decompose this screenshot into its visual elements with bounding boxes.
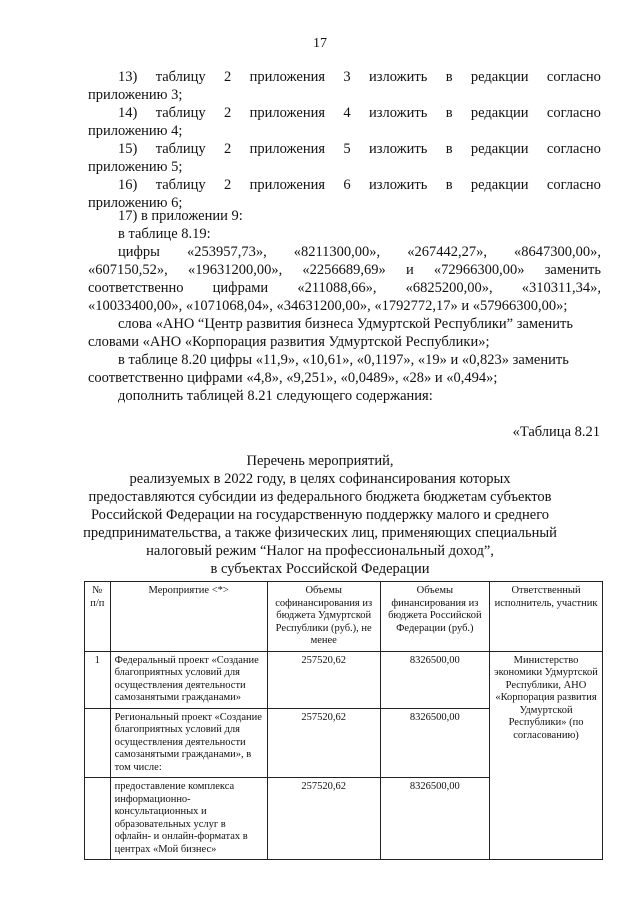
item-word: в [445, 141, 453, 157]
item-continuation: приложению 6; [88, 195, 183, 211]
item-word: согласно [546, 141, 601, 157]
figure-token: «253957,73», [186, 244, 267, 260]
item-continuation: приложению 5; [88, 159, 183, 175]
item-word: изложить [368, 69, 428, 85]
cell-num [85, 708, 111, 778]
table-8-19-label: в таблице 8.19: [118, 226, 211, 242]
item-word: приложения [249, 141, 326, 157]
heading-line: налоговый режим “Налог на профессиональный доход”, [146, 543, 494, 559]
item-word: изложить [368, 105, 428, 121]
cell-event: Региональный проект «Создание благоприятных условий для осуществления деятельности самозанятыми гражданами», в том числе: [110, 708, 267, 778]
header-fed: Объемы финансирования из бюджета Российской Федерации (руб.) [380, 582, 489, 652]
figure-token: «211088,66», [297, 280, 377, 296]
table-8-20-line-1: в таблице 8.20 цифры «11,9», «10,61», «0,1197», «19» и «0,823» заменить [118, 352, 569, 368]
item-word: приложения [249, 177, 326, 193]
figure-token: «72966300,00» [433, 262, 525, 278]
item-word: 13) [118, 69, 138, 85]
measures-table [84, 581, 603, 860]
item-line [118, 68, 601, 86]
table-header-row [85, 582, 603, 652]
item-word: согласно [546, 105, 601, 121]
heading-line: предоставляются субсидии из федерального бюджета бюджетам субъектов [88, 489, 552, 505]
item-word: 2 [224, 105, 232, 121]
cell-event: Федеральный проект «Создание благоприятных условий для осуществления деятельности самозанятыми гражданами» [110, 651, 267, 708]
item-word: 2 [224, 177, 232, 193]
words-para-line-2: словами «АНО «Корпорация развития Удмуртской Республики»; [88, 334, 490, 350]
table-heading [60, 452, 580, 578]
item-word: 2 [224, 69, 232, 85]
item-word: таблицу [155, 105, 206, 121]
cell-fed: 8326500,00 [380, 651, 489, 708]
figure-token: и [405, 262, 414, 278]
item-word: в [445, 69, 453, 85]
item-word: 4 [343, 105, 351, 121]
item-word: 15) [118, 141, 138, 157]
figure-token: соответственно [88, 280, 184, 296]
cell-fed: 8326500,00 [380, 778, 489, 860]
item-word: 6 [343, 177, 351, 193]
item-word: редакции [470, 177, 529, 193]
cell-fed: 8326500,00 [380, 708, 489, 778]
heading-line: предпринимательства, а также физических лиц, применяющих специальный [83, 525, 557, 541]
figures-line-4: «10033400,00», «1071068,04», «34631200,00», «1792772,17» и «57966300,00»; [88, 298, 568, 314]
figures-line-3 [88, 279, 601, 297]
item-word: изложить [368, 177, 428, 193]
cell-udm: 257520,62 [267, 778, 380, 860]
item-word: 14) [118, 105, 138, 121]
figure-token: «267442,27», [407, 244, 487, 260]
heading-line: реализуемых в 2022 году, в целях софинансирования которых [129, 471, 511, 487]
header-resp: Ответственный исполнитель, участник [490, 582, 603, 652]
figure-token: «8647300,00», [513, 244, 601, 260]
figure-token: «310311,34», [521, 280, 601, 296]
item-word: редакции [470, 69, 529, 85]
item-word: изложить [368, 141, 428, 157]
table-caption: «Таблица 8.21 [512, 424, 600, 440]
item-word: редакции [470, 141, 529, 157]
item-word: 3 [343, 69, 351, 85]
heading-line: в субъектах Российской Федерации [210, 561, 430, 577]
figure-token: «6825200,00», [405, 280, 493, 296]
figure-token: «19631200,00», [187, 262, 283, 278]
figures-line-1 [118, 243, 601, 261]
figure-token: «8211300,00», [293, 244, 381, 260]
page-number: 17 [313, 36, 327, 51]
figure-token: цифры [118, 244, 160, 260]
figure-token: цифрами [212, 280, 269, 296]
cell-num: 1 [85, 651, 111, 708]
item-word: приложения [249, 105, 326, 121]
item-word: 16) [118, 177, 138, 193]
figures-line-2 [88, 261, 601, 279]
item-word: таблицу [155, 69, 206, 85]
cell-responsible: Министерство экономики Удмуртской Республики, АНО «Корпорация развития Удмуртской Республики» (по согласованию) [490, 651, 603, 860]
item-word: таблицу [155, 177, 206, 193]
item-line [118, 140, 601, 158]
item-word: приложения [249, 69, 326, 85]
header-num: № п/п [85, 582, 111, 652]
figure-token: заменить [544, 262, 601, 278]
words-para-line-1: слова «АНО “Центр развития бизнеса Удмуртской Республики” заменить [118, 316, 573, 332]
cell-udm: 257520,62 [267, 651, 380, 708]
cell-num [85, 778, 111, 860]
header-event: Мероприятие <*> [110, 582, 267, 652]
item-word: в [445, 105, 453, 121]
figure-token: «2256689,69» [302, 262, 386, 278]
table-8-20-line-2: соответственно цифрами «4,8», «9,251», «0,0489», «28» и «0,494»; [88, 370, 498, 386]
item-word: редакции [470, 105, 529, 121]
item-word: в [445, 177, 453, 193]
item-line [118, 176, 601, 194]
figure-token: «607150,52», [88, 262, 168, 278]
item-word: согласно [546, 177, 601, 193]
item-word: согласно [546, 69, 601, 85]
item-continuation: приложению 4; [88, 123, 183, 139]
item-line [118, 104, 601, 122]
item-continuation: приложению 3; [88, 87, 183, 103]
heading-line: Перечень мероприятий, [246, 453, 394, 469]
item-word: 5 [343, 141, 351, 157]
add-table-line: дополнить таблицей 8.21 следующего содержания: [118, 388, 433, 404]
cell-udm: 257520,62 [267, 708, 380, 778]
cell-event: предоставление комплекса информационно-консультационных и образовательных услуг в офлайн- и онлайн-форматах в центрах «Мой бизнес» [110, 778, 267, 860]
header-udm: Объемы софинансирования из бюджета Удмуртской Республики (руб.), не менее [267, 582, 380, 652]
heading-line: Российской Федерации на государственную поддержку малого и среднего [90, 507, 550, 523]
table-row [85, 651, 603, 708]
item-word: 2 [224, 141, 232, 157]
item-word: таблицу [155, 141, 206, 157]
item-17: 17) в приложении 9: [118, 208, 243, 224]
